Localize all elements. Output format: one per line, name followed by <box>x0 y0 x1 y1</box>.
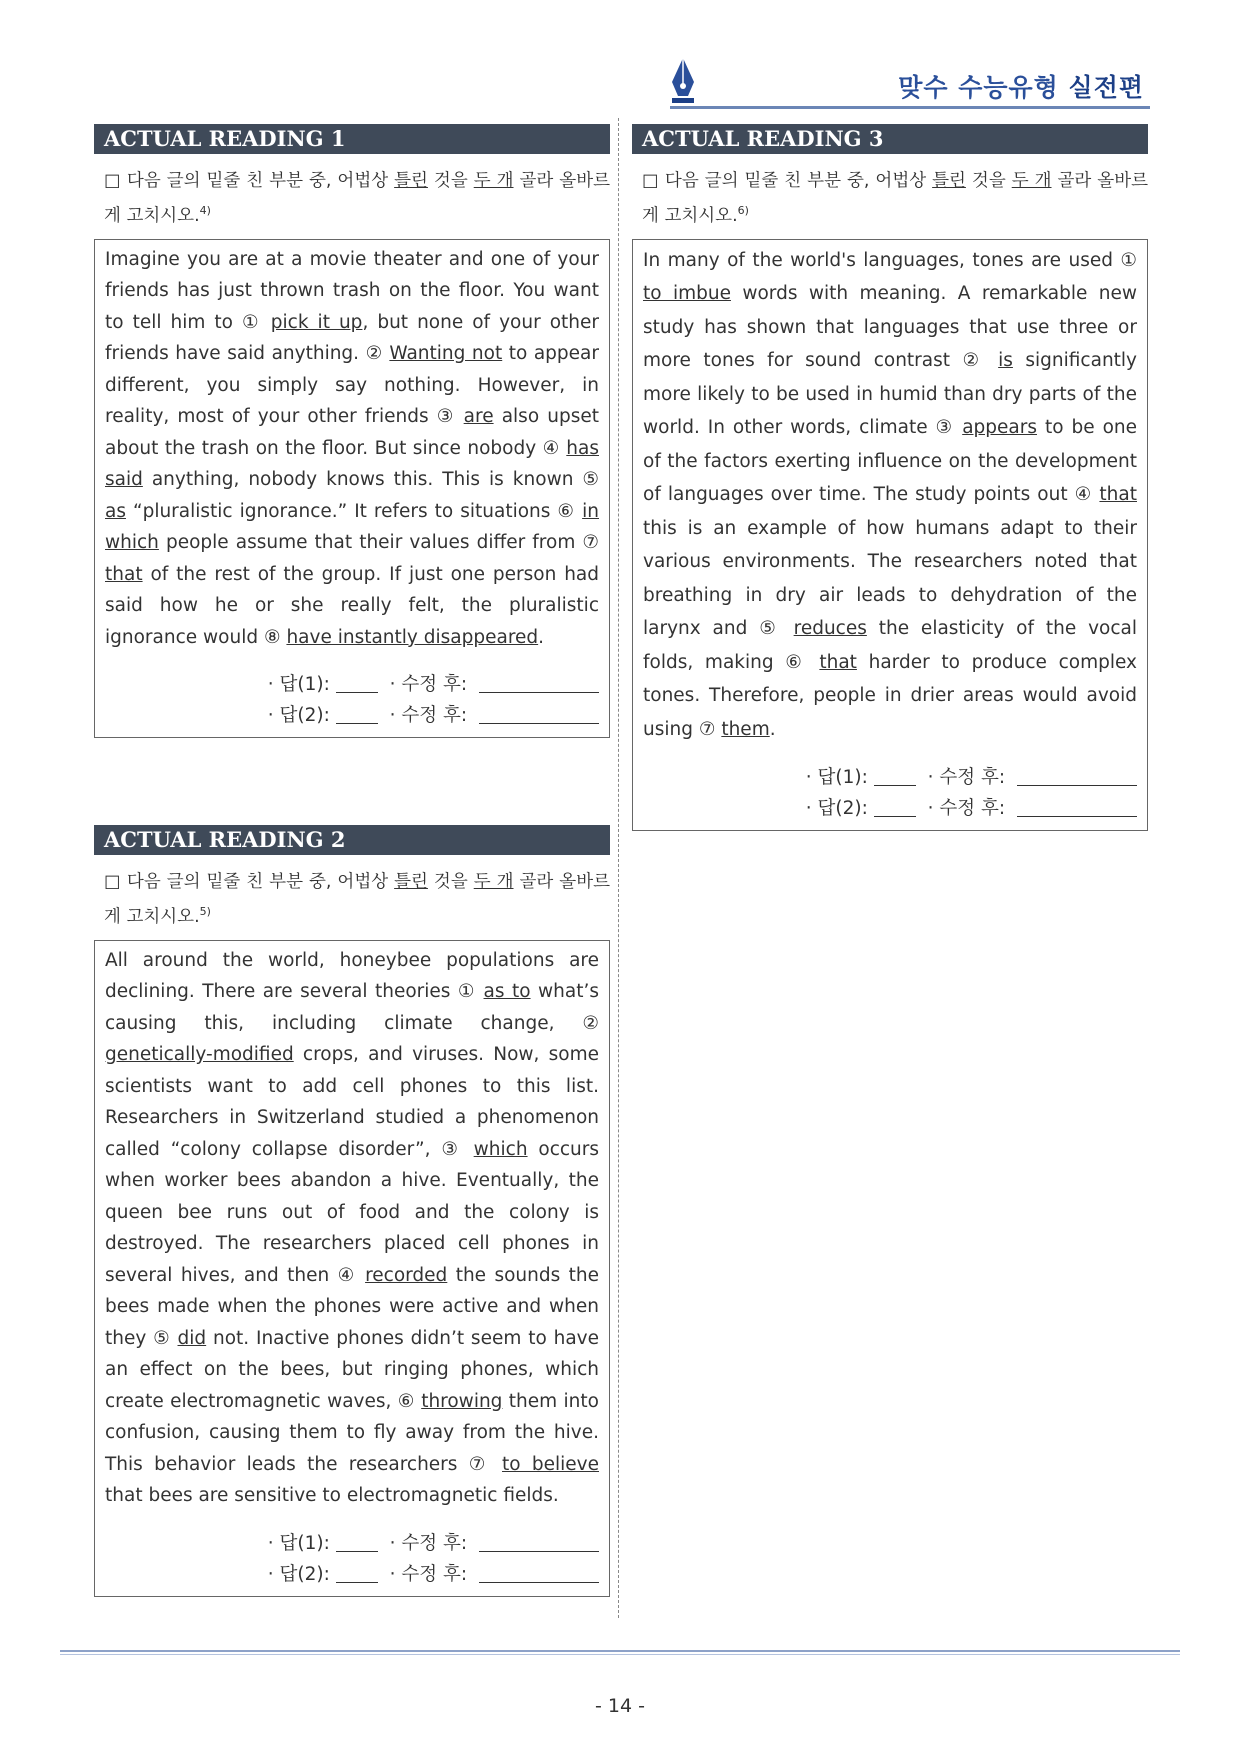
passage-box <box>94 940 610 1597</box>
reading-section-3 <box>632 124 1148 831</box>
footnote-ref: 5) <box>199 905 211 918</box>
brand-title <box>898 68 1144 104</box>
underlined-phrase: have instantly disappeared <box>286 626 539 648</box>
passage-segment: In many of the world's languages, tones are used ① <box>643 249 1137 271</box>
underlined-phrase: did <box>177 1327 207 1349</box>
passage-segment: . <box>769 718 776 740</box>
underlined-phrase: that <box>1099 484 1137 506</box>
passage-box <box>94 239 610 739</box>
section-title: ACTUAL READING 2 <box>94 825 610 855</box>
underlined-phrase: which <box>473 1138 528 1160</box>
reading-section-1 <box>94 124 610 738</box>
passage-segment: significantly more likely to be used in humid than dry parts of the world. In other words, climate ③ <box>643 350 1138 439</box>
page-header <box>660 50 1150 112</box>
answer-row-2: · 답(2): · 수정 후: <box>105 700 599 731</box>
passage-segment: . <box>538 626 545 648</box>
underlined-phrase: that <box>105 563 143 585</box>
passage-segment: harder to produce complex tones. Therefore, people in drier areas would avoid using ⑦ <box>643 651 1137 740</box>
passage-segment: Imagine you are at a movie theater and one of your friends has just thrown trash on the floor. You want to tell him to ① <box>105 248 599 333</box>
underlined-phrase: has said <box>105 437 599 491</box>
passage-segment: to appear different, you simply say nothing. However, in reality, most of your other friends ③ <box>105 343 599 428</box>
passage-segment: words with meaning. A remarkable new study has shown that languages that use three or more tones for sound contrast ② <box>643 283 1137 372</box>
passage-segment: what’s causing this, including climate change, ② <box>105 981 599 1034</box>
underlined-phrase: them <box>721 718 770 740</box>
underlined-phrase: as to <box>483 981 531 1003</box>
passage-segment: , but none of your other friends have said anything. ② <box>105 311 599 365</box>
underlined-phrase: reduces <box>793 618 867 640</box>
page-number: - 14 - <box>595 1695 645 1717</box>
answer-blank[interactable] <box>874 765 916 786</box>
footer-rule-thin <box>60 1654 1180 1655</box>
brand-title-part2: 실전편 <box>1068 73 1144 102</box>
underlined-phrase: appears <box>962 417 1037 439</box>
footnote-ref: 4) <box>199 204 211 217</box>
underlined-phrase: to believe <box>502 1453 599 1475</box>
fountain-pen-logo-icon <box>666 56 700 106</box>
underlined-phrase: pick it up <box>270 311 363 333</box>
correction-blank[interactable] <box>479 1531 599 1552</box>
passage-segment: this is an example of how humans adapt to their various environments. The researchers noted that breathing in dry air leads to dehydration of the larynx and ⑤ <box>643 517 1137 640</box>
passage-segment: not. Inactive phones didn’t seem to have an effect on the bees, but ringing phones, which create electromagnetic waves, ⑥ <box>105 1327 599 1412</box>
column-divider <box>618 118 619 1618</box>
answer-blank[interactable] <box>874 796 916 817</box>
answer-blank[interactable] <box>336 703 378 724</box>
section-title: ACTUAL READING 3 <box>632 124 1148 154</box>
correction-blank[interactable] <box>1017 765 1137 786</box>
passage-text <box>105 945 599 1512</box>
correction-blank[interactable] <box>1017 796 1137 817</box>
underlined-phrase: recorded <box>365 1264 448 1286</box>
instruction: □ 다음 글의 밑줄 친 부분 중, 어법상 틀린 것을 두 개 골라 올바르게 고치시오.$^{4)}$ <box>104 171 611 226</box>
passage-segment: occurs when worker bees abandon a hive. Eventually, the queen bee runs out of food and the colony is destroyed. The researchers placed cell phones in several hives, and then ④ <box>105 1138 600 1286</box>
answer-row-1: · 답(1): · 수정 후: <box>105 669 599 700</box>
answer-row-2: · 답(2): · 수정 후: <box>643 793 1137 824</box>
answer-blank[interactable] <box>336 672 378 693</box>
underlined-phrase: is <box>998 350 1013 372</box>
passage-text <box>105 244 599 654</box>
passage-segment: them into confusion, causing them to fly away from the hive. This behavior leads the researchers ⑦ <box>105 1390 599 1475</box>
passage-segment: also upset about the trash on the floor. But since nobody ④ <box>105 406 599 459</box>
footnote-ref: 6) <box>737 204 749 217</box>
passage-box <box>632 239 1148 832</box>
reading-section-2 <box>94 825 610 1597</box>
underlined-phrase: Wanting not <box>389 343 503 365</box>
underlined-phrase: to imbue <box>643 283 731 305</box>
passage-segment: people assume that their values differ from ⑦ <box>158 532 599 554</box>
passage-segment: “pluralistic ignorance.” It refers to situations ⑥ <box>125 500 583 522</box>
passage-segment: crops, and viruses. Now, some scientists want to add cell phones to this list. Researchers in Switzerland studied a phenomenon called “colony collapse disorder”, ③ <box>105 1044 599 1160</box>
passage-segment: that bees are sensitive to electromagnetic fields. <box>105 1485 559 1507</box>
answer-row-1: · 답(1): · 수정 후: <box>105 1528 599 1559</box>
passage-segment: of the rest of the group. If just one person had said how he or she really felt, the pluralistic ignorance would ⑧ <box>105 563 599 648</box>
underlined-phrase: throwing <box>421 1390 503 1412</box>
answer-blank[interactable] <box>336 1562 378 1583</box>
correction-blank[interactable] <box>479 672 599 693</box>
passage-segment: the sounds the bees made when the phones were active and when they ⑤ <box>105 1264 599 1349</box>
underlined-phrase: that <box>819 651 857 673</box>
underlined-phrase: are <box>463 406 494 428</box>
passage-text <box>643 244 1137 747</box>
passage-segment: to be one of the factors exerting influence on the development of languages over time. The study points out ④ <box>643 417 1138 506</box>
correction-blank[interactable] <box>479 703 599 724</box>
underlined-phrase: genetically-modified <box>105 1044 294 1066</box>
passage-segment: All around the world, honeybee populations are declining. There are several theories ① <box>105 949 599 1003</box>
answer-blank[interactable] <box>336 1531 378 1552</box>
header-underline <box>670 106 1150 109</box>
passage-segment: the elasticity of the vocal folds, making ⑥ <box>643 618 1137 673</box>
brand-title-part1: 맞수 수능유형 <box>898 73 1059 102</box>
correction-blank[interactable] <box>479 1562 599 1583</box>
answer-row-1: · 답(1): · 수정 후: <box>643 762 1137 793</box>
footer-rule <box>60 1650 1180 1652</box>
section-title: ACTUAL READING 1 <box>94 124 610 154</box>
underlined-phrase: in which <box>105 500 599 554</box>
underlined-phrase: as <box>105 500 126 522</box>
instruction: □ 다음 글의 밑줄 친 부분 중, 어법상 틀린 것을 두 개 골라 올바르게 고치시오.$^{5)}$ <box>104 872 611 927</box>
answer-row-2: · 답(2): · 수정 후: <box>105 1559 599 1590</box>
passage-segment: anything, nobody knows this. This is known ⑤ <box>142 469 599 491</box>
instruction: □ 다음 글의 밑줄 친 부분 중, 어법상 틀린 것을 두 개 골라 올바르게 고치시오.$^{6)}$ <box>642 171 1149 226</box>
